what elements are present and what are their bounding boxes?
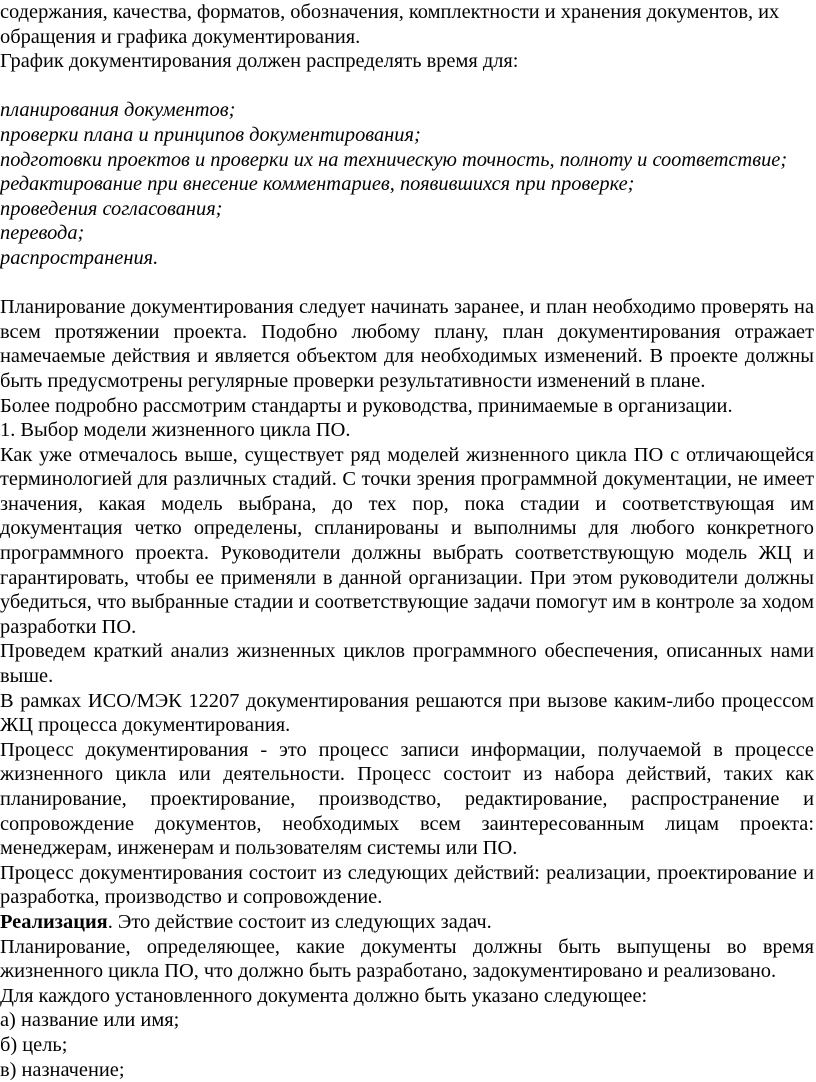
realization-text: . Это действие состоит из следующих задач.	[107, 910, 492, 933]
each-doc-line: Для каждого установленного документа должно быть указано следующее:	[0, 984, 648, 1007]
realization-paragraph	[0, 910, 814, 935]
schedule-item: планирования документов;	[0, 99, 236, 122]
list-item: б) цель;	[0, 1033, 68, 1056]
schedule-item: подготовки проектов и проверки их на техническую точность, полноту и соответствие;	[0, 148, 788, 171]
planning-paragraph: Планирование документирования следует начинать заранее, и план необходимо проверять на всем протяжении проекта. Подобно любому плану, план документирования отражает намечаемые действия и является объектом для необходимых изменений. В проекте должны быть предусмотрены регулярные проверки результативности изменений в плане.	[0, 296, 814, 392]
schedule-item: перевода;	[0, 222, 85, 245]
planning-docs-paragraph: Планирование, определяющее, какие документы должны быть выпущены во время жизненного цикла ПО, что должно быть разработано, задокументировано и реализовано.	[0, 935, 814, 983]
list-item: а) название или имя;	[0, 1009, 180, 1032]
iso-paragraph: В рамках ИСО/МЭК 12207 документирования решаются при вызове каким-либо процессом ЖЦ процесса документирования.	[0, 689, 814, 737]
intro-line-2: обращения и графика документирования.	[0, 25, 361, 48]
lifecycle-paragraph: Как уже отмечалось выше, существует ряд моделей жизненного цикла ПО с отличающейся терминологией для различных стадий. С точки зрения программной документации, не имеет значения, какая модель выбрана, до тех пор, пока стадии и соответствующая им документация четко определены, спланированы и выполнимы для любого конкретного программного проекта. Руководители должны выбрать соответствующую модель ЖЦ и гарантировать, чтобы ее применяли в данной организации. При этом руководители должны убедиться, что выбранные стадии и соответствующие задачи помогут им в контроле за ходом разработки ПО.	[0, 443, 814, 638]
realization-term: Реализация	[0, 910, 108, 933]
schedule-list	[0, 98, 814, 270]
schedule-item: редактирование при внесение комментариев, появившихся при проверке;	[0, 173, 635, 196]
schedule-item: проведения согласования;	[0, 197, 223, 220]
intro-paragraph	[0, 0, 814, 49]
schedule-lead: График документирования должен распределять время для:	[0, 50, 519, 73]
list-item: в) назначение;	[0, 1058, 125, 1081]
analysis-paragraph: Проведем краткий анализ жизненных циклов программного обеспечения, описанных нами выше.	[0, 640, 814, 688]
actions-paragraph: Процесс документирования состоит из следующих действий: реализации, проектирование и разработка, производство и сопровождение.	[0, 861, 814, 909]
doc-attributes-list	[0, 1008, 814, 1082]
standards-line: Более подробно рассмотрим стандарты и руководства, принимаемые в организации.	[0, 394, 733, 417]
schedule-item: проверки плана и принципов документирования;	[0, 123, 421, 146]
schedule-item: распространения.	[0, 246, 159, 269]
blank-line	[0, 74, 814, 99]
intro-line-1: содержания, качества, форматов, обозначения, комплектности и хранения документов, их	[0, 1, 780, 23]
blank-line	[0, 271, 814, 296]
process-paragraph: Процесс документирования - это процесс записи информации, получаемой в процессе жизненного цикла или деятельности. Процесс состоит из набора действий, таких как планирование, проектирование, производство, редактирование, распространение и сопровождение документов, необходимых всем заинтересованным лицам проекта: менеджерам, инженерам и пользователям системы или ПО.	[0, 738, 814, 860]
section-heading-1: 1. Выбор модели жизненного цикла ПО.	[0, 419, 351, 442]
